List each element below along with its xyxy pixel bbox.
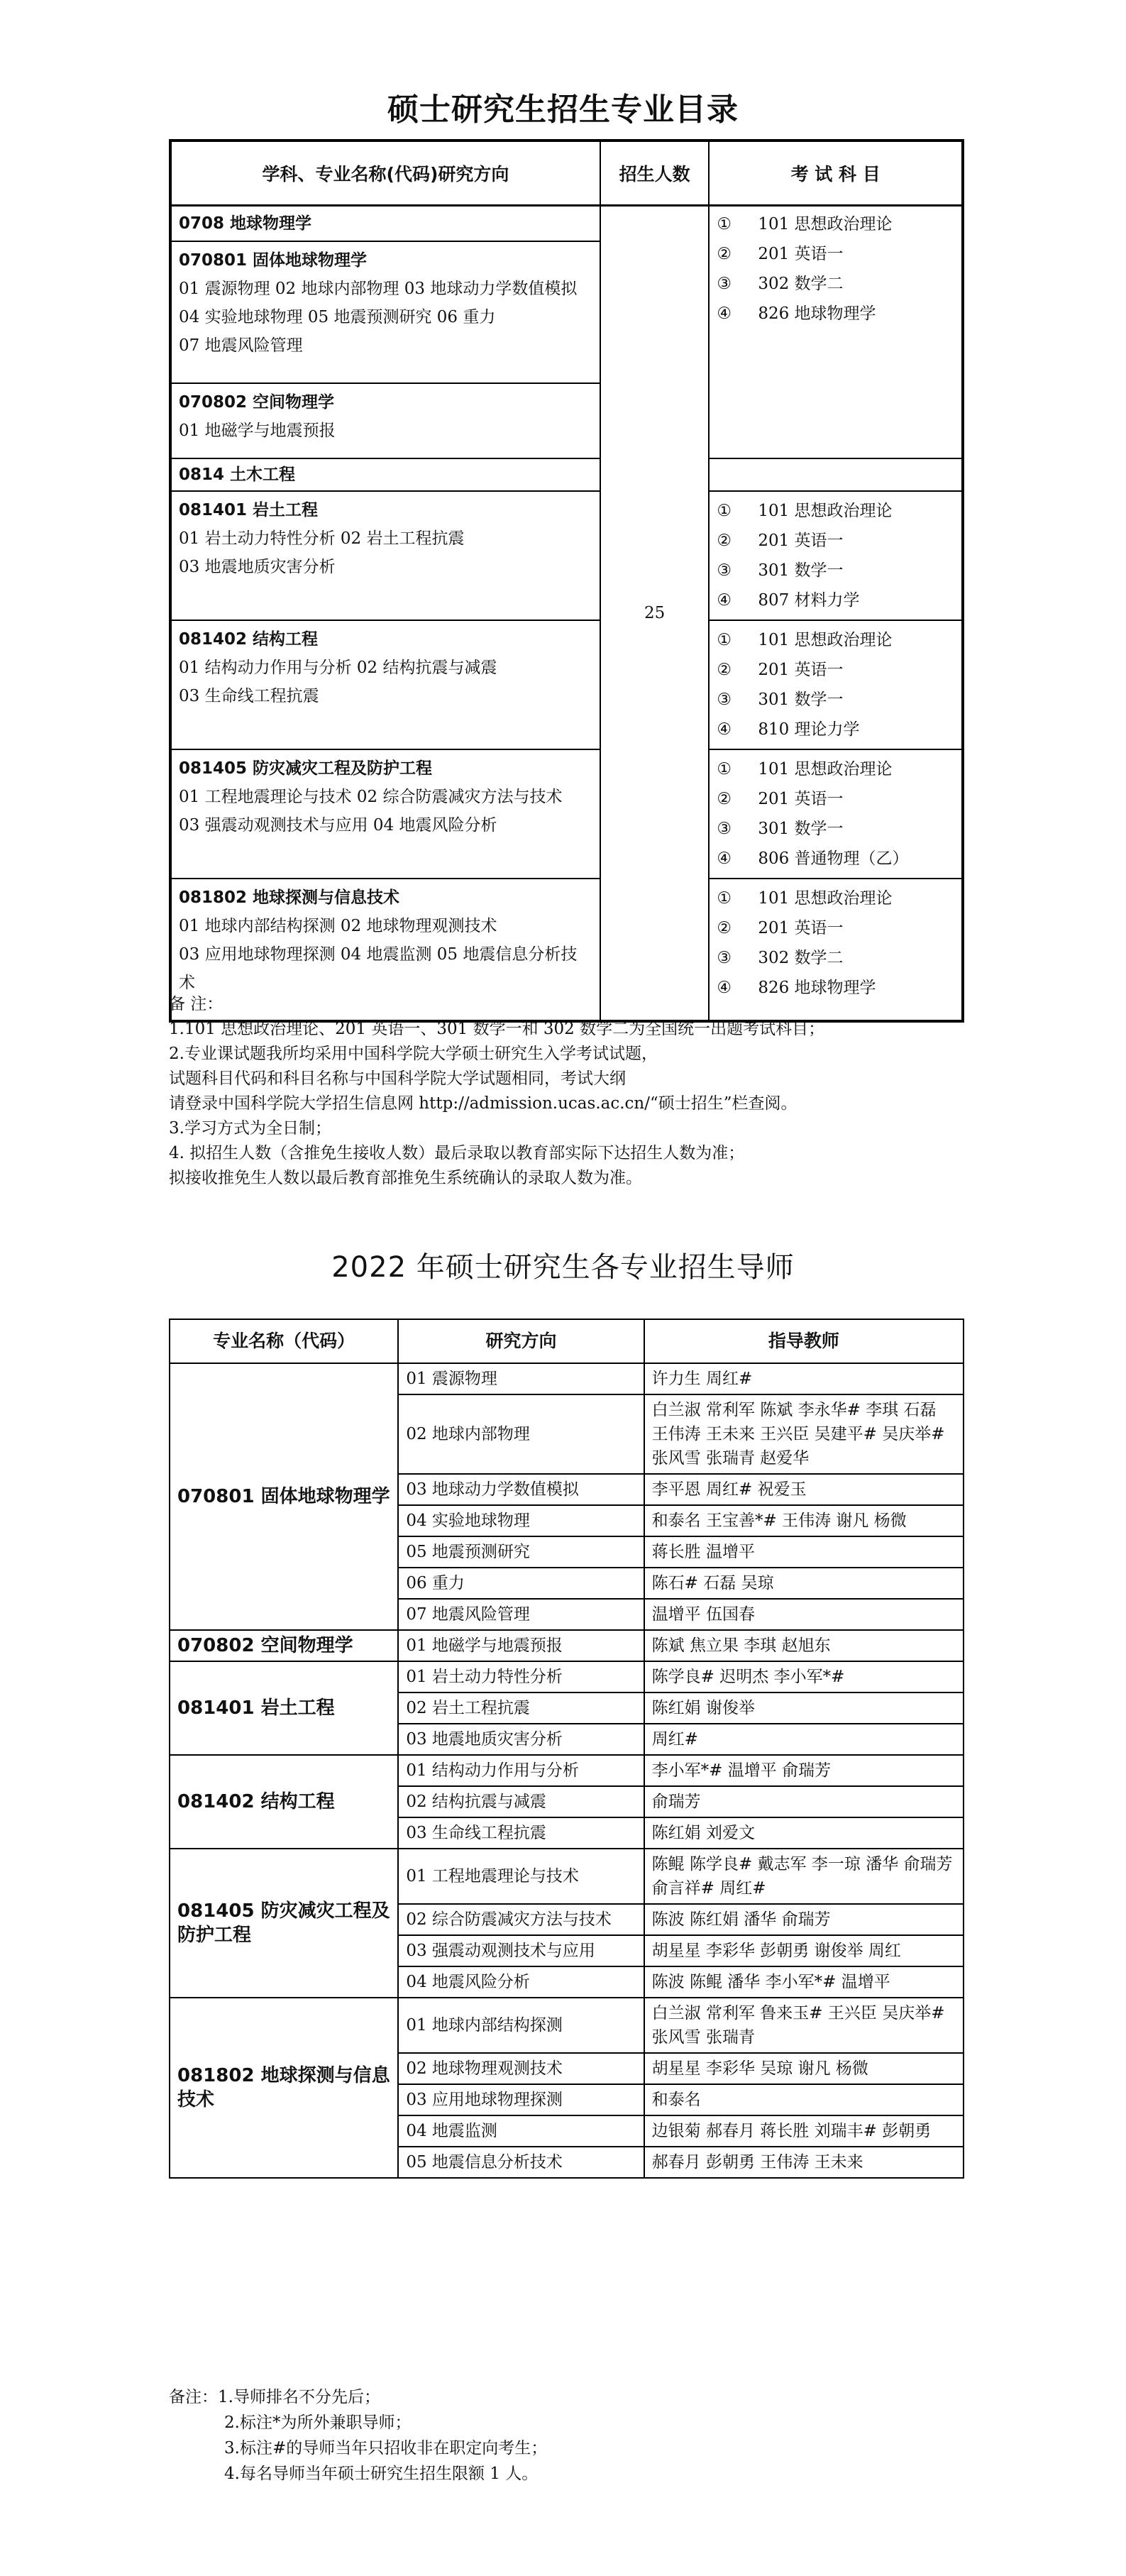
major-code: 081402 结构工程: [179, 630, 319, 649]
direction-cell: 05 地震预测研究: [398, 1536, 644, 1568]
research-direction: 01 地球内部结构探测 02 地球物理观测技术: [179, 917, 497, 935]
research-direction: 03 生命线工程抗震: [179, 687, 319, 705]
tutors-cell: 蒋长胜 温增平: [644, 1536, 964, 1568]
research-direction: 01 地磁学与地震预报: [179, 422, 336, 440]
subject-item: ③ 301 数学一: [717, 820, 844, 838]
major-code: 081401 岩土工程: [179, 501, 319, 519]
table-row: [170, 206, 963, 242]
tutors-cell: 陈鲲 陈学良# 戴志军 李一琼 潘华 俞瑞芳 俞言祥# 周红#: [644, 1849, 964, 1904]
subject-item: ① 101 思想政治理论: [717, 631, 893, 649]
subject-item: ① 101 思想政治理论: [717, 502, 893, 520]
major-name: 070802 空间物理学: [170, 1630, 398, 1661]
note-line: 4.每名导师当年硕士研究生招生限额 1 人。: [224, 2465, 539, 2483]
table-row: [170, 1363, 964, 1394]
major-name: 081405 防灾减灾工程及防护工程: [170, 1849, 398, 1998]
subject-item: ② 201 英语一: [717, 790, 844, 808]
direction-cell: 06 重力: [398, 1568, 644, 1599]
major-code: 070802 空间物理学: [179, 393, 335, 412]
major-code: 0814 土木工程: [179, 466, 296, 484]
research-direction: 03 强震动观测技术与应用 04 地震风险分析: [179, 816, 497, 835]
tutors-cell: 李小军*# 温增平 俞瑞芳: [644, 1755, 964, 1786]
subject-item: ② 201 英语一: [717, 919, 844, 937]
direction-cell: 02 地球物理观测技术: [398, 2053, 644, 2084]
notes-label: 备注：: [169, 2388, 218, 2406]
direction-cell: 03 应用地球物理探测: [398, 2084, 644, 2115]
direction-cell: 02 地球内部物理: [398, 1394, 644, 1474]
tutors-cell: 陈斌 焦立果 李琪 赵旭东: [644, 1630, 964, 1661]
note-line: 1.导师排名不分先后；: [218, 2388, 380, 2406]
advisors-header-tutors: 指导教师: [644, 1319, 964, 1363]
subject-item: ① 101 思想政治理论: [717, 760, 893, 778]
direction-cell: 04 地震监测: [398, 2115, 644, 2147]
note-line: 2.标注*为所外兼职导师；: [224, 2413, 412, 2432]
direction-cell: 01 结构动力作用与分析: [398, 1755, 644, 1786]
subject-item: ④ 807 材料力学: [717, 591, 860, 610]
advisors-notes: [169, 2384, 547, 2487]
subject-item: ④ 826 地球物理学: [717, 304, 876, 323]
table-row: [170, 1755, 964, 1786]
tutors-cell: 李平恩 周红# 祝爱玉: [644, 1474, 964, 1505]
subject-item: ③ 302 数学二: [717, 275, 844, 293]
catalog-notes: [169, 992, 824, 1191]
subject-item: ② 201 英语一: [717, 532, 844, 550]
direction-cell: 01 地球内部结构探测: [398, 1998, 644, 2053]
advisors-table: [169, 1319, 964, 2179]
subject-item: ④ 826 地球物理学: [717, 979, 876, 997]
table-row: [170, 1661, 964, 1692]
tutors-cell: 陈石# 石磊 吴琼: [644, 1568, 964, 1599]
tutors-cell: 白兰淑 常利军 陈斌 李永华# 李琪 石磊 王伟涛 王未来 王兴臣 吴建平# 吴庆举# 张风雪 张瑞青 赵爱华: [644, 1394, 964, 1474]
note-line: 试题科目代码和科目名称与中国科学院大学试题相同，考试大纲: [169, 1069, 626, 1088]
note-line: 备 注：: [169, 995, 223, 1013]
tutors-cell: 陈学良# 迟明杰 李小军*#: [644, 1661, 964, 1692]
research-direction: 01 岩土动力特性分析 02 岩土工程抗震: [179, 529, 465, 548]
major-name: 081401 岩土工程: [170, 1661, 398, 1755]
tutors-cell: 胡星星 李彩华 吴琼 谢凡 杨微: [644, 2053, 964, 2084]
tutors-cell: 边银菊 郝春月 蒋长胜 刘瑞丰# 彭朝勇: [644, 2115, 964, 2147]
tutors-cell: 白兰淑 常利军 鲁来玉# 王兴臣 吴庆举# 张风雪 张瑞青: [644, 1998, 964, 2053]
table-row: [170, 1630, 964, 1661]
catalog-header-major: 学科、专业名称(代码)研究方向: [170, 141, 600, 206]
research-direction: 01 工程地震理论与技术 02 综合防震减灾方法与技术: [179, 788, 563, 806]
direction-cell: 03 强震动观测技术与应用: [398, 1935, 644, 1966]
direction-cell: 05 地震信息分析技术: [398, 2147, 644, 2178]
tutors-cell: 胡星星 李彩华 彭朝勇 谢俊举 周红: [644, 1935, 964, 1966]
table-row: [170, 620, 963, 749]
catalog-title: 硕士研究生招生专业目录: [387, 92, 739, 128]
advisors-title: 2022 年硕士研究生各专业招生导师: [331, 1251, 795, 1284]
tutors-cell: 陈波 陈红娟 潘华 俞瑞芳: [644, 1904, 964, 1935]
direction-cell: 03 地震地质灾害分析: [398, 1724, 644, 1755]
major-name: 070801 固体地球物理学: [170, 1363, 398, 1630]
direction-cell: 01 工程地震理论与技术: [398, 1849, 644, 1904]
note-line: 4. 拟招生人数（含推免生接收人数）最后录取以教育部实际下达招生人数为准；: [169, 1144, 745, 1162]
subject-item: ② 201 英语一: [717, 661, 844, 679]
catalog-header-subjects: 考 试 科 目: [709, 141, 963, 206]
direction-cell: 01 震源物理: [398, 1363, 644, 1394]
tutors-cell: 周红#: [644, 1724, 964, 1755]
direction-cell: 03 生命线工程抗震: [398, 1817, 644, 1849]
major-name: 081802 地球探测与信息技术: [170, 1998, 398, 2178]
direction-cell: 02 综合防震减灾方法与技术: [398, 1904, 644, 1935]
direction-cell: 02 结构抗震与减震: [398, 1786, 644, 1817]
major-code: 081405 防灾减灾工程及防护工程: [179, 759, 433, 778]
enroll-count: 25: [600, 206, 709, 1022]
tutors-cell: 温增平 伍国春: [644, 1599, 964, 1630]
advisors-header-direction: 研究方向: [398, 1319, 644, 1363]
table-row: [170, 491, 963, 620]
research-direction: 04 实验地球物理 05 地震预测研究 06 重力: [179, 308, 496, 326]
research-direction: 03 地震地质灾害分析: [179, 558, 336, 576]
direction-cell: 01 地磁学与地震预报: [398, 1630, 644, 1661]
table-row: [170, 458, 963, 491]
direction-cell: 03 地球动力学数值模拟: [398, 1474, 644, 1505]
note-line: 3.标注#的导师当年只招收非在职定向考生；: [224, 2439, 548, 2457]
subject-item: ④ 806 普通物理（乙）: [717, 849, 909, 868]
tutors-cell: 陈波 陈鲲 潘华 李小军*# 温增平: [644, 1966, 964, 1998]
subject-item: ② 201 英语一: [717, 245, 844, 263]
tutors-cell: 陈红娟 刘爱文: [644, 1817, 964, 1849]
major-code: 081802 地球探测与信息技术: [179, 888, 400, 907]
direction-cell: 04 地震风险分析: [398, 1966, 644, 1998]
tutors-cell: 陈红娟 谢俊举: [644, 1692, 964, 1724]
major-code: 070801 固体地球物理学: [179, 251, 368, 270]
research-direction: 01 震源物理 02 地球内部物理 03 地球动力学数值模拟: [179, 280, 578, 298]
subject-item: ① 101 思想政治理论: [717, 215, 893, 233]
subject-item: ③ 302 数学二: [717, 949, 844, 967]
subject-item: ① 101 思想政治理论: [717, 889, 893, 908]
catalog-table: [169, 139, 964, 1023]
direction-cell: 01 岩土动力特性分析: [398, 1661, 644, 1692]
note-line: 2.专业课试题我所均采用中国科学院大学硕士研究生入学考试试题，: [169, 1045, 658, 1063]
tutors-cell: 和泰名: [644, 2084, 964, 2115]
research-direction: 03 应用地球物理探测 04 地震监测 05 地震信息分析技术: [179, 945, 578, 992]
catalog-header-count: 招生人数: [600, 141, 709, 206]
note-line: 请登录中国科学院大学招生信息网 http://admission.ucas.ac.cn/“硕士招生”栏查阅。: [169, 1094, 797, 1113]
subject-item: ④ 810 理论力学: [717, 720, 860, 739]
major-name: 081402 结构工程: [170, 1755, 398, 1849]
table-row: [170, 749, 963, 879]
note-line: 3.学习方式为全日制；: [169, 1119, 331, 1138]
subject-item: ③ 301 数学一: [717, 690, 844, 709]
advisors-header-major: 专业名称（代码）: [170, 1319, 398, 1363]
note-line: 拟接收推免生人数以最后教育部推免生系统确认的录取人数为准。: [169, 1169, 642, 1187]
research-direction: 01 结构动力作用与分析 02 结构抗震与减震: [179, 659, 497, 677]
table-row: [170, 1849, 964, 1904]
table-row: [170, 1998, 964, 2053]
direction-cell: 02 岩土工程抗震: [398, 1692, 644, 1724]
major-code: 0708 地球物理学: [179, 214, 312, 233]
note-line: 1.101 思想政治理论、201 英语一、301 数学一和 302 数学二为全国统一出题考试科目；: [169, 1020, 825, 1038]
tutors-cell: 和泰名 王宝善*# 王伟涛 谢凡 杨微: [644, 1505, 964, 1536]
tutors-cell: 许力生 周红#: [644, 1363, 964, 1394]
research-direction: 07 地震风险管理: [179, 336, 303, 355]
tutors-cell: 郝春月 彭朝勇 王伟涛 王未来: [644, 2147, 964, 2178]
subject-item: ③ 301 数学一: [717, 561, 844, 580]
direction-cell: 04 实验地球物理: [398, 1505, 644, 1536]
direction-cell: 07 地震风险管理: [398, 1599, 644, 1630]
tutors-cell: 俞瑞芳: [644, 1786, 964, 1817]
